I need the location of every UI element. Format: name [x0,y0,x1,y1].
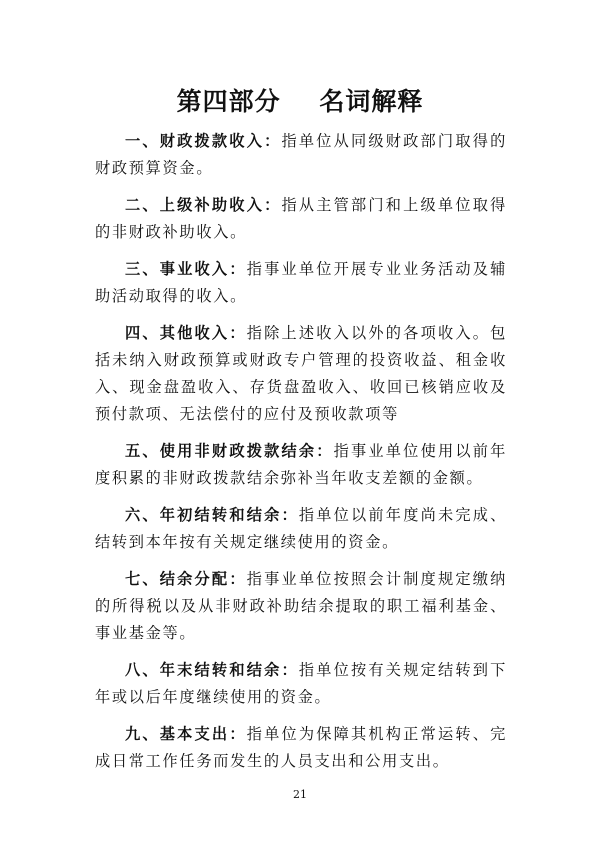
glossary-entry-1 [95,128,507,182]
entry-definition: 指单位以前年度尚未完成、结转到本年按有关规定继续使用的资金。 [95,506,508,551]
entry-term: 三、事业收入： [125,260,247,278]
glossary-entry-9 [95,721,507,775]
entry-term: 二、上级补助收入： [125,196,282,214]
page-number: 21 [293,788,307,801]
page-title: 第四部分 名词解释 [176,87,424,116]
entry-definition: 指单位从同级财政部门取得的财政预算资金。 [95,132,507,177]
entry-term: 九、基本支出： [125,725,247,743]
entry-definition: 指事业单位按照会计制度规定缴纳的所得税以及从非财政补助结余提取的职工福利基金、事业基金等。 [95,570,507,642]
entry-term: 四、其他收入： [125,324,247,342]
glossary-entry-5 [95,438,507,492]
glossary-entry-7 [95,566,507,647]
entry-definition: 指单位按有关规定结转到下年或以后年度继续使用的资金。 [95,661,508,706]
glossary-body [95,128,507,785]
entry-term: 五、使用非财政拨款结余： [125,442,334,460]
entry-definition: 指事业单位使用以前年度积累的非财政拨款结余弥补当年收支差额的金额。 [95,442,508,487]
glossary-entry-3 [95,256,507,310]
entry-definition: 指事业单位开展专业业务活动及辅助活动取得的收入。 [95,260,507,305]
entry-term: 一、财政拨款收入： [125,132,282,150]
glossary-entry-8 [95,657,507,711]
glossary-entry-6 [95,502,507,556]
entry-definition: 指从主管部门和上级单位取得的非财政补助收入。 [95,196,507,241]
entry-term: 七、结余分配： [125,570,247,588]
glossary-entry-2 [95,192,507,246]
entry-definition: 指单位为保障其机构正常运转、完成日常工作任务而发生的人员支出和公用支出。 [95,725,507,770]
entry-term: 八、年末结转和结余： [125,661,299,679]
glossary-entry-4 [95,320,507,428]
entry-definition: 指除上述收入以外的各项收入。包括未纳入财政预算或财政专户管理的投资收益、租金收入、现金盘盈收入、存货盘盈收入、收回已核销应收及预付款项、无法偿付的应付及预收款项等 [95,324,507,423]
entry-term: 六、年初结转和结余： [125,506,299,524]
